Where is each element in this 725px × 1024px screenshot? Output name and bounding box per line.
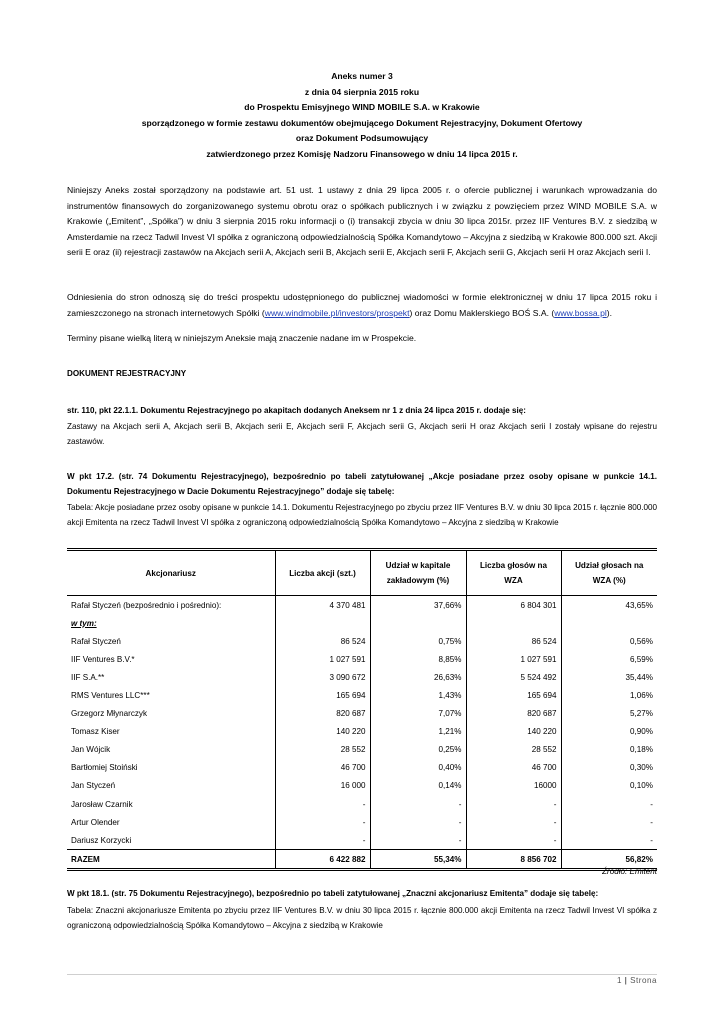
- change-1-body: Zastawy na Akcjach serii A, Akcjach serii B, Akcjach serii E, Akcjach serii F, Akcjach serii G, Akcjach serii H oraz Akcjach serii I zostały wpisane do rejestru zastawów.: [67, 422, 657, 447]
- heading-line-6: zatwierdzonego przez Komisję Nadzoru Finansowego w dniu 14 lipca 2015 r.: [206, 148, 518, 159]
- shareholder-name-cell: IIF Ventures B.V.*: [67, 650, 275, 668]
- change-2-caption: Tabela: Akcje posiadane przez osoby opisane w punkcie 14.1. Dokumentu Rejestracyjnego po zbyciu przez IIF Ventures B.V. w dniu 30 lipca 2015 r. łącznie 800.000 akcji Emitenta na rzecz Tadwil Invest VI spółka z ograniczoną odpowiedzialnością Spółka Komandytowo – Akcyjna z siedzibą w Krakowie: [67, 503, 657, 528]
- company-prospectus-link[interactable]: www.windmobile.pl/investors/prospekt: [264, 307, 410, 318]
- table-row: [67, 795, 657, 813]
- header-shareholder: Akcjonariusz: [67, 550, 275, 596]
- table-row: [67, 831, 657, 850]
- value-cell: 26,63%: [370, 668, 466, 686]
- header-vote-share: Udział głosach na WZA (%): [561, 550, 657, 596]
- value-cell: 86 524: [466, 632, 561, 650]
- value-cell: 0,14%: [370, 777, 466, 795]
- value-cell: -: [370, 831, 466, 850]
- value-cell: 1 027 591: [466, 650, 561, 668]
- value-cell: 16000: [466, 777, 561, 795]
- value-cell: 43,65%: [625, 600, 653, 610]
- value-cell: 5 524 492: [466, 668, 561, 686]
- value-cell: 0,90%: [630, 727, 653, 737]
- value-cell: -: [275, 795, 370, 813]
- value-cell: 7,07%: [370, 705, 466, 723]
- footer-divider: [67, 974, 657, 975]
- table-row: [67, 705, 657, 723]
- table-row: [67, 596, 657, 615]
- table-row: [67, 759, 657, 777]
- change-3-title: W pkt 18.1. (str. 75 Dokumentu Rejestracyjnego), bezpośrednio po tabeli zatytułowanej „Znaczni akcjonariusz Emitenta” dodaje się tabelę:: [67, 889, 599, 898]
- value-cell: 165 694: [466, 686, 561, 704]
- value-cell: 0,25%: [370, 741, 466, 759]
- heading-line-3: do Prospektu Emisyjnego WIND MOBILE S.A. w Krakowie: [244, 102, 480, 113]
- value-cell: 1,43%: [370, 686, 466, 704]
- table-row: [67, 686, 657, 704]
- value-cell: 37,66%: [370, 596, 466, 615]
- table-row: [67, 650, 657, 668]
- shareholder-name-cell: Rafał Styczeń: [67, 632, 275, 650]
- shareholders-table: [67, 548, 657, 871]
- value-cell: 46 700: [466, 759, 561, 777]
- heading-line-5: oraz Dokument Podsumowujący: [295, 133, 429, 144]
- total-share-count: 6 422 882: [275, 850, 370, 870]
- header-capital-share: Udział w kapitale zakładowym (%): [370, 550, 466, 596]
- total-capital-share: 55,34%: [370, 850, 466, 870]
- table-row: [67, 668, 657, 686]
- value-cell: [275, 614, 370, 632]
- table-row: [67, 741, 657, 759]
- value-cell: 1 027 591: [275, 650, 370, 668]
- value-cell: [561, 614, 657, 632]
- shareholder-name-cell: Grzegorz Młynarczyk: [67, 705, 275, 723]
- section-title: DOKUMENT REJESTRACYJNY: [67, 369, 187, 378]
- heading-line-4: sporządzonego w formie zestawu dokumentów obejmującego Dokument Rejestracyjny, Dokument Ofertowy: [141, 117, 583, 128]
- footer-separator: |: [624, 976, 628, 985]
- value-cell: [370, 614, 466, 632]
- page-footer: [617, 976, 657, 985]
- change-3-caption: Tabela: Znaczni akcjonariusze Emitenta po zbyciu przez IIF Ventures B.V. w dniu 30 lipca 2015 r. łącznie 800.000 akcji Emitenta na rzecz Tadwil Invest VI spółka z ograniczoną odpowiedzialnością Spółka Komandytowo – Akcyjna z siedzibą w Krakowie: [67, 906, 657, 931]
- value-cell: 0,56%: [630, 636, 653, 646]
- shareholder-name-cell: Jan Styczeń: [67, 777, 275, 795]
- value-cell: 28 552: [466, 741, 561, 759]
- value-cell: -: [466, 813, 561, 831]
- heading-line-1: Aneks numer 3: [331, 71, 393, 81]
- table-header-row: [67, 550, 657, 596]
- value-cell: 28 552: [275, 741, 370, 759]
- value-cell: 0,75%: [370, 632, 466, 650]
- shareholder-name-cell: Dariusz Korzycki: [67, 831, 275, 850]
- intro-paragraph-2-middle: ) oraz Domu Maklerskiego BOŚ S.A. (: [409, 307, 555, 318]
- value-cell: -: [650, 835, 653, 845]
- value-cell: [466, 614, 561, 632]
- shareholder-name-cell: RMS Ventures LLC***: [67, 686, 275, 704]
- value-cell: -: [275, 831, 370, 850]
- value-cell: 86 524: [275, 632, 370, 650]
- table-total-row: [67, 850, 657, 870]
- value-cell: 820 687: [466, 705, 561, 723]
- value-cell: 165 694: [275, 686, 370, 704]
- value-cell: 35,44%: [625, 672, 653, 682]
- bossa-link[interactable]: www.bossa.pl: [554, 307, 607, 318]
- page-number: 1: [617, 976, 623, 985]
- value-cell: 6 804 301: [466, 596, 561, 615]
- table-body: [67, 596, 657, 850]
- value-cell: 140 220: [466, 723, 561, 741]
- shareholder-name-cell: Bartłomiej Stoiński: [67, 759, 275, 777]
- total-label: RAZEM: [67, 850, 275, 870]
- value-cell: 6,59%: [630, 654, 653, 664]
- value-cell: 0,30%: [630, 763, 653, 773]
- value-cell: 46 700: [275, 759, 370, 777]
- value-cell: 1,06%: [630, 691, 653, 701]
- table-row: [67, 813, 657, 831]
- shareholder-name-cell: Jarosław Czarnik: [67, 795, 275, 813]
- value-cell: 140 220: [275, 723, 370, 741]
- header-vote-count: Liczba głosów na WZA: [466, 550, 561, 596]
- value-cell: -: [370, 795, 466, 813]
- intro-paragraph-2: [67, 290, 657, 321]
- table-row: [67, 632, 657, 650]
- total-vote-share: 56,82%: [561, 850, 657, 870]
- total-vote-count: 8 856 702: [466, 850, 561, 870]
- value-cell: 0,40%: [370, 759, 466, 777]
- intro-paragraph-2-end: ).: [606, 307, 613, 318]
- table-row: [67, 777, 657, 795]
- value-cell: -: [370, 813, 466, 831]
- value-cell: -: [650, 799, 653, 809]
- value-cell: -: [650, 817, 653, 827]
- value-cell: 1,21%: [370, 723, 466, 741]
- document-heading: [67, 69, 657, 163]
- value-cell: 8,85%: [370, 650, 466, 668]
- shareholder-name-cell: Rafał Styczeń (bezpośrednio i pośrednio):: [67, 596, 275, 615]
- table-row: [67, 614, 657, 632]
- value-cell: -: [466, 795, 561, 813]
- value-cell: 820 687: [275, 705, 370, 723]
- value-cell: 4 370 481: [275, 596, 370, 615]
- change-1-title: str. 110, pkt 22.1.1. Dokumentu Rejestracyjnego po akapitach dodanych Aneksem nr 1 z dnia 24 lipca 2015 r. dodaje się:: [67, 406, 526, 415]
- shareholder-name-cell: IIF S.A.**: [67, 668, 275, 686]
- header-share-count: Liczba akcji (szt.): [275, 550, 370, 596]
- intro-paragraph-1: Niniejszy Aneks został sporządzony na podstawie art. 51 ust. 1 ustawy z dnia 29 lipca 2005 r. o ofercie publicznej i warunkach wprowadzania do instrumentów finansowych do zorganizowanego systemu obrotu oraz o spółkach publicznych i w związku z powzięciem przez WIND MOBILE S.A. w Krakowie („Emitent”, „Spółka”) w dniu 3 sierpnia 2015 roku informacji o (i) transakcji zbycia w dniu 30 lipca 2015r. przez IIF Ventures B.V. z siedzibą w Amsterdamie na rzecz Tadwil Invest VI spółka z ograniczoną odpowiedzialnością Spółka Komandytowo – Akcyjna z siedzibą w Krakowie 800.000 szt. Akcji serii E oraz (ii) rejestracji zastawów na Akcjach serii A, Akcjach serii B, Akcjach serii E, Akcjach serii F, Akcjach serii G, Akcjach serii H oraz Akcjach serii I.: [67, 185, 657, 258]
- value-cell: 0,10%: [630, 781, 653, 791]
- value-cell: -: [275, 813, 370, 831]
- value-cell: 0,18%: [630, 745, 653, 755]
- shareholder-name-cell: Tomasz Kiser: [67, 723, 275, 741]
- shareholder-name-cell: Artur Olender: [67, 813, 275, 831]
- page-label: Strona: [630, 976, 657, 985]
- value-cell: -: [466, 831, 561, 850]
- table-row: [67, 723, 657, 741]
- shareholder-name-cell: Jan Wójcik: [67, 741, 275, 759]
- value-cell: 16 000: [275, 777, 370, 795]
- value-cell: 5,27%: [630, 709, 653, 719]
- value-cell: 3 090 672: [275, 668, 370, 686]
- heading-line-2: z dnia 04 sierpnia 2015 roku: [304, 86, 420, 97]
- shareholder-name-cell: w tym:: [67, 614, 275, 632]
- table-source: Źródło: Emitent: [602, 867, 657, 876]
- intro-paragraph-3: Terminy pisane wielką literą w niniejszym Aneksie mają znaczenie nadane im w Prospekcie.: [67, 333, 417, 343]
- intro-paragraph-2-start: Odniesienia do stron odnoszą się do treści prospektu udostępnionego do publicznej wiadomości w formie elektronicznej w dniu 17 lipca 2015 roku i zamieszczonego na stronach internetowych Spółki (: [67, 292, 657, 318]
- change-2-title: W pkt 17.2. (str. 74 Dokumentu Rejestracyjnego), bezpośrednio po tabeli zatytułowanej „Akcje posiadane przez osoby opisane w punkcie 14.1. Dokumentu Rejestracyjnego w Dacie Dokumentu Rejestracyjnego” dodaje się tabelę:: [67, 472, 657, 497]
